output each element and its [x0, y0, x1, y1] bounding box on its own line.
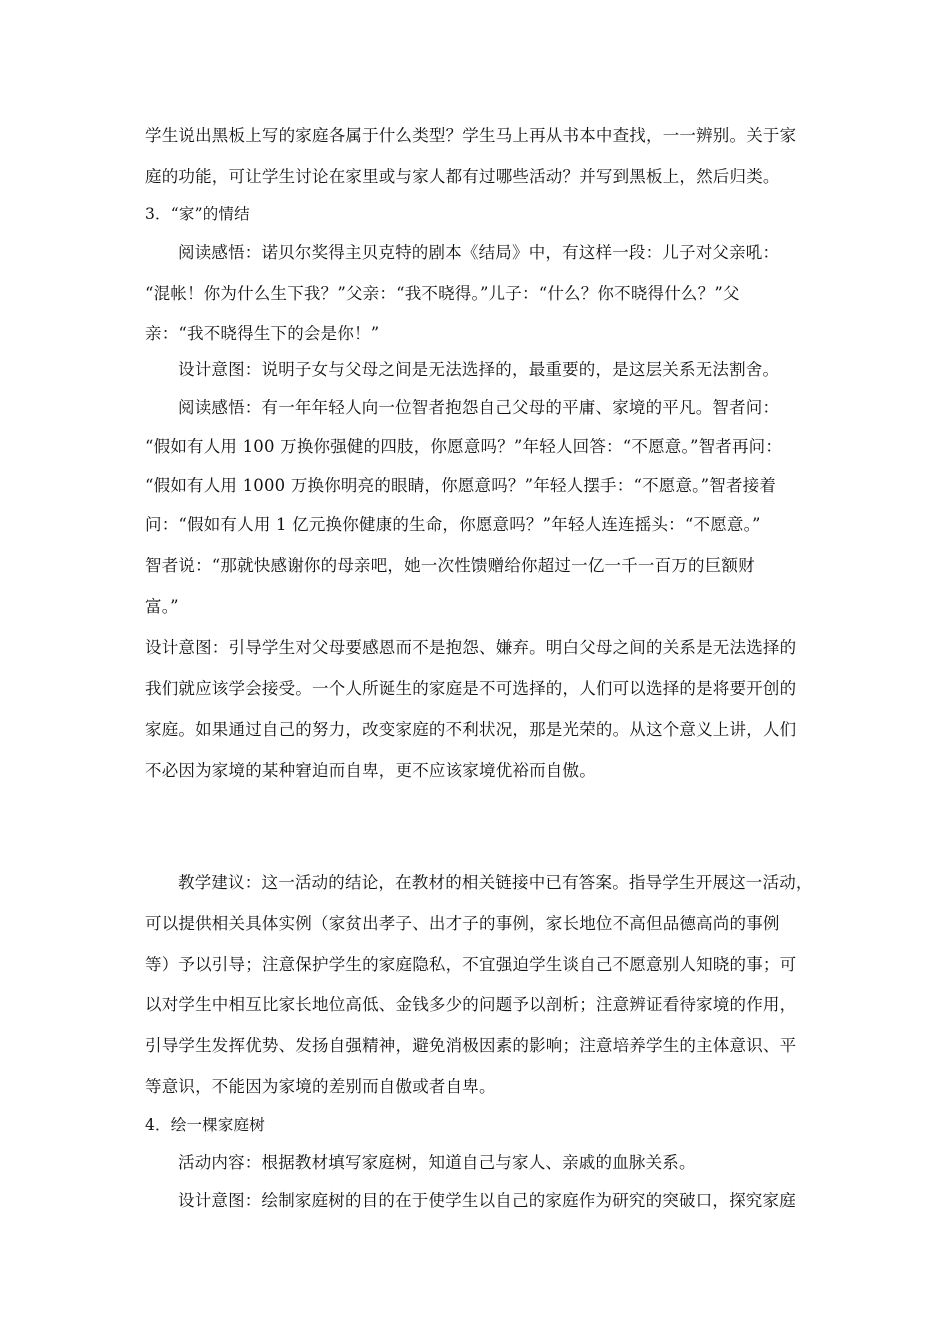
body-text-line: 庭的功能，可让学生讨论在家里或与家人都有过哪些活动？并写到黑板上，然后归类。 [145, 167, 780, 186]
body-text-line: 阅读感悟：诺贝尔奖得主贝克特的剧本《结局》中，有这样一段：儿子对父亲吼： [178, 243, 780, 262]
body-text-line: 以对学生中相互比家长地位高低、金钱多少的问题予以剖析；注意辨证看待家境的作用， [145, 995, 797, 1014]
body-text-line: “假如有人用 1000 万换你明亮的眼睛，你愿意吗？”年轻人摆手：“不愿意。”智者接着 [145, 476, 777, 495]
body-text-line: 设计意图：绘制家庭树的目的在于使学生以自己的家庭作为研究的突破口，探究家庭 [178, 1191, 796, 1210]
body-text-line: 智者说：“那就快感谢你的母亲吧，她一次性馈赠给你超过一亿一千一百万的巨额财 [145, 556, 755, 575]
section-heading: 4．绘一棵家庭树 [145, 1116, 265, 1134]
body-text-line: 活动内容：根据教材填写家庭树，知道自己与家人、亲戚的血脉关系。 [178, 1153, 696, 1172]
body-text-line: “假如有人用 100 万换你强健的四肢，你愿意吗？”年轻人回答：“不愿意。”智者再问： [145, 437, 783, 456]
body-text-line: “混帐！你为什么生下我？”父亲：“我不晓得。”儿子：“什么？你不晓得什么？”父 [145, 284, 740, 303]
body-text-line: 引导学生发挥优势、发扬自强精神，避免消极因素的影响；注意培养学生的主体意识、平 [145, 1036, 797, 1055]
body-text-line: 我们就应该学会接受。一个人所诞生的家庭是不可选择的，人们可以选择的是将要开创的 [145, 679, 797, 698]
body-text-line: 家庭。如果通过自己的努力，改变家庭的不利状况，那是光荣的。从这个意义上讲，人们 [145, 720, 797, 739]
body-text-line: 设计意图：引导学生对父母要感恩而不是抱怨、嫌弃。明白父母之间的关系是无法选择的 [145, 638, 797, 657]
body-text-line: 不必因为家境的某种窘迫而自卑，更不应该家境优裕而自傲。 [145, 761, 596, 780]
body-text-line: 学生说出黑板上写的家庭各属于什么类型？学生马上再从书本中查找，一一辨别。关于家 [145, 126, 797, 145]
body-text-line: 可以提供相关具体实例（家贫出孝子、出才子的事例，家长地位不高但品德高尚的事例 [145, 914, 780, 933]
section-heading: 3．“家”的情结 [145, 205, 250, 223]
body-text-line: 等）予以引导；注意保护学生的家庭隐私，不宜强迫学生谈自己不愿意别人知晓的事；可 [145, 955, 797, 974]
body-text-line: 等意识，不能因为家境的差别而自傲或者自卑。 [145, 1077, 496, 1096]
body-text-line: 富。” [145, 597, 179, 616]
body-text-line: 问：“假如有人用 1 亿元换你健康的生命，你愿意吗？”年轻人连连摇头：“不愿意。” [145, 515, 761, 534]
body-text-line: 教学建议：这一活动的结论，在教材的相关链接中已有答案。指导学生开展这一活动， [178, 873, 813, 892]
body-text-line: 阅读感悟：有一年年轻人向一位智者抱怨自己父母的平庸、家境的平凡。智者问： [178, 398, 780, 417]
body-text-line: 设计意图：说明子女与父母之间是无法选择的，最重要的，是这层关系无法割舍。 [178, 360, 780, 379]
body-text-line: 亲：“我不晓得生下的会是你！” [145, 324, 380, 343]
